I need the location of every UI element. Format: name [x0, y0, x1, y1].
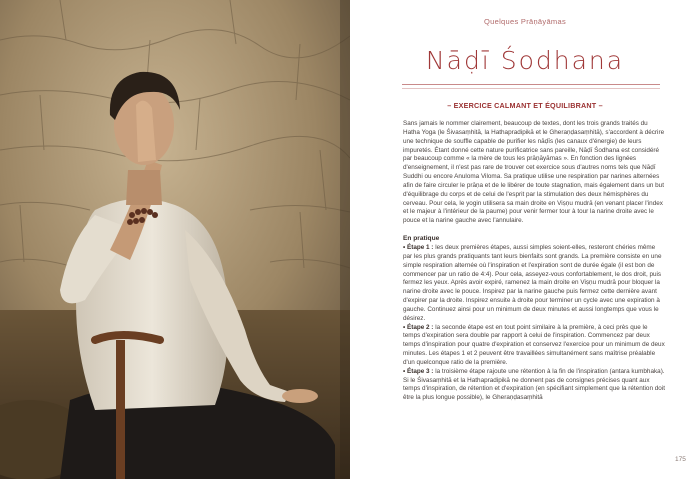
title-rule-secondary [402, 88, 660, 89]
step-text: la troisième étape rajoute une rétention à la fin de l'inspiration (antara kumbhaka). Si le Śivasaṃhitā et la Hathapradipikā ne donnent pas de consignes précises quant aux temps d'inspiration, de rétention et d'expiration (en spécifiant simplement que la rétention doit être la plus longue possible), le Gheraṇḍasaṃhitā [403, 367, 665, 402]
step-label: • Étape 2 : [403, 323, 434, 331]
practice-heading: En pratique [403, 235, 440, 243]
title-rule [402, 84, 660, 85]
running-header: Quelques Prāṇāyāmas [484, 17, 566, 26]
subtitle: – EXERCICE CALMANT ET ÉQUILIBRANT – [447, 101, 603, 110]
step-label: • Étape 1 : [403, 243, 434, 251]
text-page [350, 0, 700, 479]
page-title: Nāḍī Śodhana [425, 46, 625, 75]
step-label: • Étape 3 : [403, 367, 434, 375]
step-1 [403, 244, 665, 324]
step-2 [403, 324, 665, 368]
page-number: 175 [675, 456, 686, 463]
body-text [403, 120, 665, 403]
step-3 [403, 368, 665, 403]
intro-paragraph: Sans jamais le nommer clairement, beaucoup de textes, dont les trois grands traités du Hatha Yoga (le Śivasaṃhitā, la Hathapradipikā et le Gheraṇḍasaṃhitā), s'accordent à décrire une technique de souffle capable de purifier les nāḍīs (les canaux d'énergie) de leurs impuretés. Étant donné cette nature purificatrice sans pareille, Nāḍī Śodhana est considéré par beaucoup comme « la mère de tous les prāṇāyāmas ». En fonction des lignées d'enseignement, il n'est pas rare de trouver cet exercice sous d'autres noms tels que Nāḍī Suddhi ou encore Anuloma Viloma. Sa pratique utilise une respiration par narines alternées afin de faire circuler le prāṇa et de le libérer de toute stagnation, mais également dans un but d'équilibrage du corps et de celui de l'esprit par la stimulation des deux hémisphères du cerveau. Pour cela, le yogin utilisera sa main droite en Viṣṇu mudrā (en venant placer l'index et le majeur à l'intérieur de la paume) pour venir fermer tour à tour la narine droite avec le pouce et la narine gauche avec l'annulaire. [403, 120, 665, 225]
step-text: la seconde étape est en tout point similaire à la première, à ceci près que le temps d'expiration sera double par rapport à celui de l'inspiration. Commencez par deux temps d'inspiration pour quatre d'expiration et conservez l'exercice pour un minimum de deux minutes. Les étapes 1 et 2 peuvent être travaillées simultanément sans maîtrise préalable d'un quelconque ratio de la première. [403, 323, 665, 366]
step-text: les deux premières étapes, aussi simples soient-elles, resteront chéries même par les plus grands pratiquants tant leurs bienfaits sont grands. La première consiste en une simple respiration alternée où l'inspiration et l'expiration sont de durée égale (il est bon de commencer par un ratio de 4:4). Pour cela, asseyez-vous confortablement, le dos droit, puis fermez les yeux. Après avoir expiré, ramenez la main droite en Viṣṇu mudrā pour bloquer la narine droite avec le pouce. Inspirez par la narine gauche puis fermez cette dernière avant d'expirer par la droite. Inspirez ensuite à droite pour terminer un cycle avec une expiration à gauche. Continuez ainsi pour un minimum de deux minutes et aussi longtemps que vous le désirez. [403, 243, 662, 322]
